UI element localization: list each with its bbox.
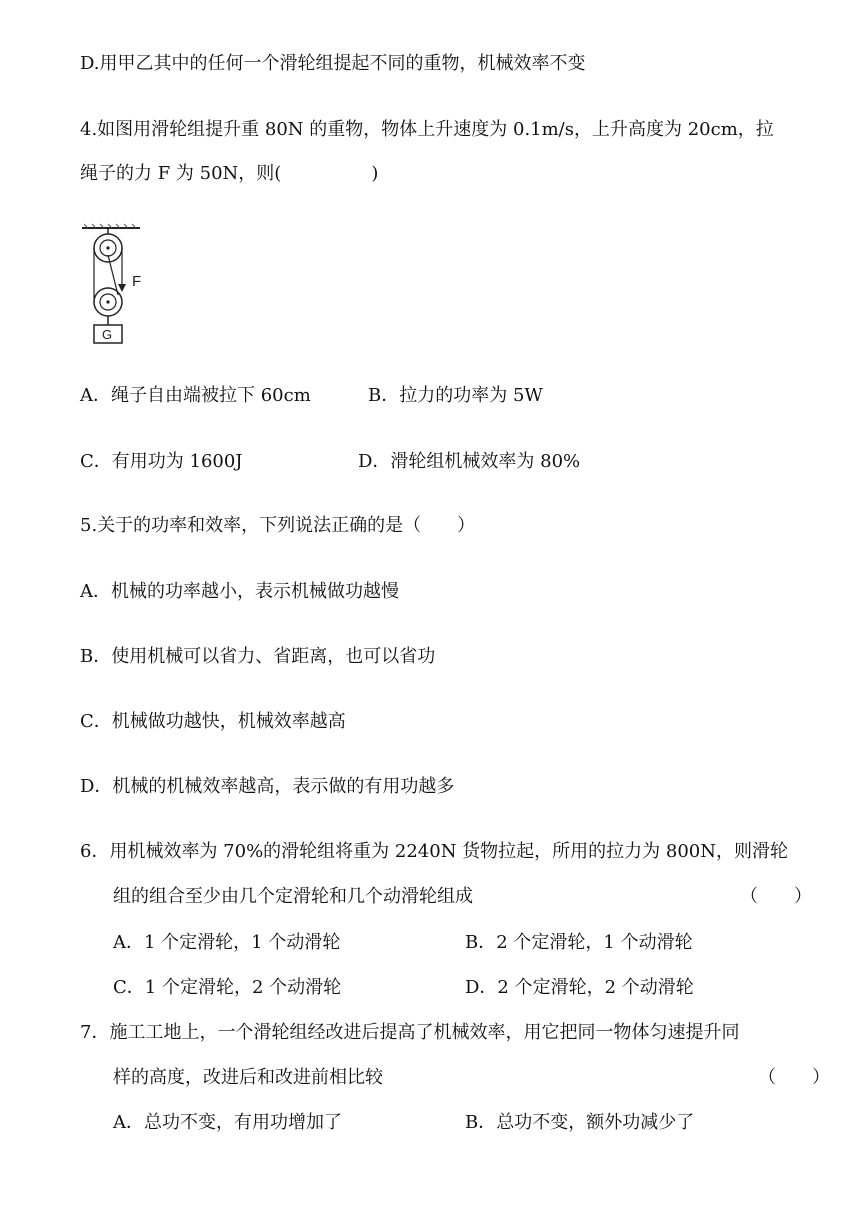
load-label: G: [102, 327, 113, 342]
q7-option-a: A．总功不变，有用功增加了: [113, 1112, 342, 1133]
q5-stem: 5.关于的功率和效率，下列说法正确的是（ ）: [80, 515, 476, 536]
q6-stem-line2: 组的组合至少由几个定滑轮和几个动滑轮组成: [113, 886, 473, 907]
q5-option-b: B．使用机械可以省力、省距离，也可以省功: [80, 646, 436, 667]
q4-option-d: D．滑轮组机械效率为 80%: [358, 451, 581, 472]
q6-option-b: B．2 个定滑轮，1 个动滑轮: [465, 932, 693, 953]
q7-stem-line1: 7．施工工地上，一个滑轮组经改进后提高了机械效率，用它把同一物体匀速提升同: [80, 1022, 740, 1043]
q6-option-a: A．1 个定滑轮，1 个动滑轮: [113, 932, 341, 953]
q7-answer-blank: （ ）: [758, 1067, 830, 1088]
q5-option-d: D．机械的机械效率越高，表示做的有用功越多: [80, 776, 455, 797]
q4-option-a: A．绳子自由端被拉下 60cm: [80, 385, 311, 406]
pulley-figure: [82, 222, 152, 346]
q7-option-b: B．总功不变，额外功减少了: [465, 1112, 695, 1133]
fixed-pulley: [94, 234, 122, 262]
force-label: F: [132, 273, 142, 290]
q4-option-b: B．拉力的功率为 5W: [368, 385, 543, 406]
q3-option-d: D.用甲乙其中的任何一个滑轮组提起不同的重物，机械效率不变: [80, 53, 586, 74]
ceiling-hatch: [82, 224, 140, 228]
q6-stem-line1: 6．用机械效率为 70%的滑轮组将重为 2240N 货物拉起，所用的拉力为 800N，则滑轮: [80, 841, 789, 862]
q5-option-c: C．机械做功越快，机械效率越高: [80, 711, 346, 732]
q6-answer-blank: （ ）: [740, 886, 812, 907]
q4-option-c: C．有用功为 1600J: [80, 451, 243, 472]
q4-stem-line1: 4.如图用滑轮组提升重 80N 的重物，物体上升速度为 0.1m/s，上升高度为 20cm，拉: [80, 119, 774, 140]
q5-option-a: A．机械的功率越小，表示机械做功越慢: [80, 581, 399, 602]
q7-stem-line2: 样的高度，改进后和改进前相比较: [113, 1067, 383, 1088]
q6-option-c: C．1 个定滑轮，2 个动滑轮: [113, 977, 342, 998]
q6-option-d: D．2 个定滑轮，2 个动滑轮: [465, 977, 694, 998]
q4-stem-line2: 绳子的力 F 为 50N，则( ): [80, 163, 379, 184]
